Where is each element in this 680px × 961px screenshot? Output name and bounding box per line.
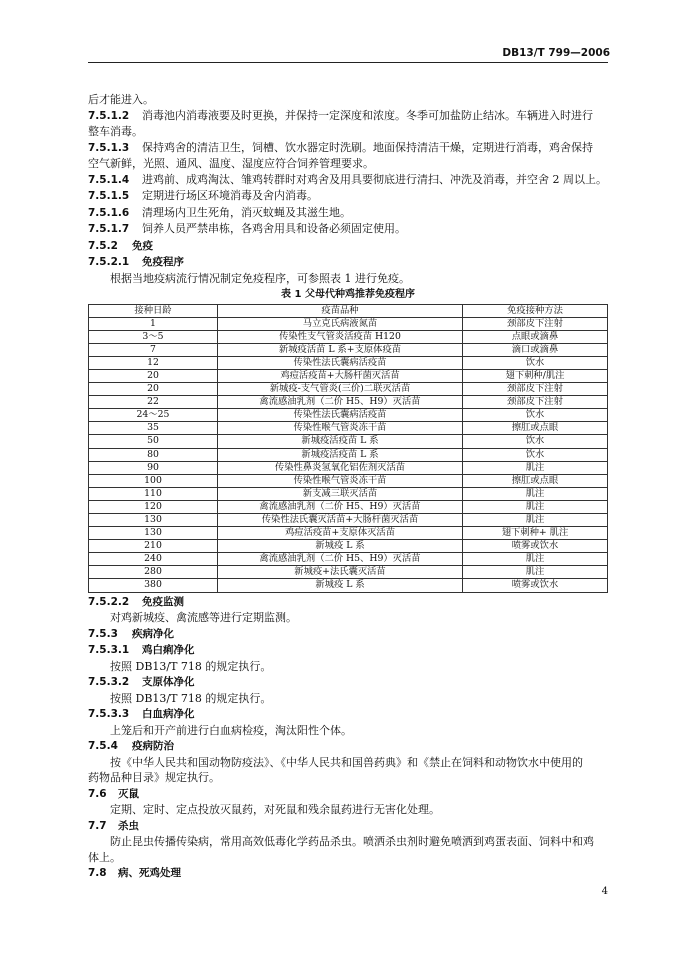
clause-title: 病、死鸡处理 [118, 867, 181, 880]
table-row [89, 356, 608, 369]
clause-7-8 [88, 865, 608, 882]
paragraph-cont: 体上。 [88, 850, 121, 864]
clause-7-5-1-3 [88, 140, 608, 157]
clause-number: 7.5.2 [88, 239, 118, 252]
cell-method: 饮水 [463, 356, 608, 369]
paragraph: 防止昆虫传播传染病，常用高效低毒化学药品杀虫。喷洒杀虫剂时避免喷洒到鸡蛋表面、饲料中和鸡 [110, 835, 594, 849]
table-row [89, 383, 608, 396]
table-row [89, 553, 608, 566]
col-header-vaccine: 疫苗品种 [218, 304, 463, 317]
cell-vaccine: 新城疫活苗 L 系+支原体疫苗 [218, 343, 463, 356]
cell-vaccine: 传染性法氏囊病活疫苗 [218, 356, 463, 369]
clause-7-6 [88, 786, 608, 803]
header-rule [88, 62, 608, 63]
clause-number: 7.6 [88, 787, 107, 800]
clause-7-5-3-2 [88, 674, 608, 691]
clause-title: 杀虫 [118, 819, 139, 832]
table-row [89, 369, 608, 382]
cell-age: 7 [89, 343, 218, 356]
clause-text: 保持鸡舍的清洁卫生，饲槽、饮水器定时洗刷。地面保持清洁干燥，定期进行消毒，鸡舍保持 [142, 140, 593, 154]
table-row [89, 448, 608, 461]
cell-vaccine: 传染性法氏囊病活疫苗 [218, 409, 463, 422]
cell-vaccine: 禽流感油乳剂（二价 H5、H9）灭活苗 [218, 553, 463, 566]
clause-text: 定期进行场区环境消毒及舍内消毒。 [142, 189, 318, 202]
clause-7-5-2-2 [88, 594, 608, 611]
table-header-row [89, 304, 608, 317]
cell-age: 240 [89, 553, 218, 566]
col-header-age: 接种日龄 [89, 304, 218, 317]
cell-vaccine: 传染性喉气管炎冻干苗 [218, 474, 463, 487]
table-body [89, 317, 608, 592]
clause-7-5-1-5 [88, 188, 608, 205]
table-row [89, 317, 608, 330]
cell-vaccine: 新城疫 L 系 [218, 540, 463, 553]
cell-method: 滴口或滴鼻 [463, 343, 608, 356]
clause-7-5-3-3 [88, 706, 608, 723]
clause-number: 7.5.1.7 [88, 223, 130, 235]
table-row [89, 514, 608, 527]
cell-age: 1 [89, 317, 218, 330]
cell-vaccine: 传染性法氏囊灭活苗+大肠杆菌灭活苗 [218, 514, 463, 527]
cell-method: 喷雾或饮水 [463, 579, 608, 592]
cell-method: 点眼或滴鼻 [463, 330, 608, 343]
clause-title: 免疫程序 [142, 256, 184, 268]
cell-age: 120 [89, 500, 218, 513]
page-content [88, 92, 608, 882]
table-row [89, 487, 608, 500]
clause-7-5-3-1 [88, 642, 608, 659]
clause-number: 7.5.1.6 [88, 206, 130, 219]
cell-vaccine: 新支减三联灭活苗 [218, 487, 463, 500]
table-row [89, 527, 608, 540]
cell-vaccine: 鸡痘活疫苗+大肠杆菌灭活苗 [218, 369, 463, 382]
cell-vaccine: 传染性喉气管炎冻干苗 [218, 422, 463, 435]
clause-text: 消毒池内消毒液要及时更换，并保持一定深度和浓度。冬季可加盐防止结冰。车辆进入时进行 [142, 108, 593, 122]
clause-7-5-4 [88, 738, 608, 755]
cell-method: 饮水 [463, 448, 608, 461]
clause-text: 进鸡前、成鸡淘汰、雏鸡转群时对鸡舍及用具要彻底进行清扫、冲洗及消毒，并空舍 2 周以上。 [142, 172, 607, 186]
cell-method: 肌注 [463, 553, 608, 566]
cell-age: 100 [89, 474, 218, 487]
cell-method: 肌注 [463, 461, 608, 474]
cell-vaccine: 新城疫 L 系 [218, 579, 463, 592]
cell-method: 喷雾或饮水 [463, 540, 608, 553]
clause-number: 7.5.3.1 [88, 644, 130, 657]
clause-7-5-1-7 [88, 221, 608, 238]
continuation-line: 后才能进入。 [88, 93, 154, 106]
paragraph: 按照 DB13/T 718 的规定执行。 [110, 691, 272, 705]
cell-age: 80 [89, 448, 218, 461]
clause-7-5-1-2 [88, 108, 608, 125]
table-row [89, 500, 608, 513]
cell-age: 24～25 [89, 409, 218, 422]
paragraph: 根据当地疫病流行情况制定免疫程序，可参照表 1 进行免疫。 [110, 271, 410, 285]
cell-age: 22 [89, 396, 218, 409]
clause-number: 7.5.2.1 [88, 256, 130, 268]
cell-age: 130 [89, 527, 218, 540]
cell-age: 3～5 [89, 330, 218, 343]
cell-vaccine: 禽流感油乳剂（二价 H5、H9）灭活苗 [218, 500, 463, 513]
table-title: 表 1 父母代种鸡推荐免疫程序 [281, 289, 415, 300]
cell-age: 130 [89, 514, 218, 527]
clause-title: 支原体净化 [142, 676, 195, 689]
clause-text-cont: 空气新鲜，光照、通风、温度、湿度应符合饲养管理要求。 [88, 157, 374, 170]
clause-7-5-3 [88, 626, 608, 643]
clause-number: 7.5.1.4 [88, 173, 130, 186]
cell-age: 20 [89, 369, 218, 382]
paragraph: 上笼后和开产前进行白血病检疫，淘汰阳性个体。 [110, 723, 352, 737]
table-row [89, 461, 608, 474]
clause-title: 免疫监测 [142, 595, 184, 608]
cell-method: 肌注 [463, 514, 608, 527]
clause-title: 疫病防治 [132, 740, 174, 753]
paragraph: 定期、定时、定点投放灭鼠药，对死鼠和残余鼠药进行无害化处理。 [110, 803, 440, 817]
clause-title: 灭鼠 [118, 787, 139, 800]
clause-number: 7.5.4 [88, 740, 118, 753]
clause-number: 7.8 [88, 867, 107, 880]
cell-vaccine: 新城疫+法氏囊灭活苗 [218, 566, 463, 579]
clause-7-5-1-6 [88, 205, 608, 222]
clause-title: 鸡白痢净化 [142, 644, 195, 657]
cell-method: 肌注 [463, 487, 608, 500]
cell-method: 饮水 [463, 409, 608, 422]
cell-age: 20 [89, 383, 218, 396]
cell-method: 颈部皮下注射 [463, 317, 608, 330]
cell-method: 颈部皮下注射 [463, 383, 608, 396]
cell-method: 翅下刺种/肌注 [463, 369, 608, 382]
table-row [89, 540, 608, 553]
cell-method: 擦肛或点眼 [463, 422, 608, 435]
clause-text: 饲养人员严禁串栋，各鸡舍用具和设备必须固定使用。 [142, 222, 406, 235]
clause-7-5-2-1 [88, 254, 608, 271]
cell-vaccine: 鸡痘活疫苗+支原体灭活苗 [218, 527, 463, 540]
table-row [89, 435, 608, 448]
clause-7-7 [88, 818, 608, 835]
paragraph: 对鸡新城疫、禽流感等进行定期监测。 [110, 611, 297, 625]
cell-method: 翅下刺种+ 肌注 [463, 527, 608, 540]
cell-vaccine: 新城疫活疫苗 L 系 [218, 448, 463, 461]
cell-method: 颈部皮下注射 [463, 396, 608, 409]
page-number: 4 [601, 886, 608, 897]
table-row [89, 566, 608, 579]
clause-number: 7.5.3.3 [88, 708, 130, 721]
clause-7-5-1-4 [88, 172, 608, 189]
cell-vaccine: 新城疫活疫苗 L 系 [218, 435, 463, 448]
clause-number: 7.5.3.2 [88, 676, 130, 689]
paragraph: 按照 DB13/T 718 的规定执行。 [110, 659, 272, 673]
clause-title: 疾病净化 [132, 627, 174, 640]
table-row [89, 409, 608, 422]
cell-age: 110 [89, 487, 218, 500]
cell-method: 肌注 [463, 500, 608, 513]
clause-title: 免疫 [132, 239, 153, 252]
clause-number: 7.7 [88, 819, 107, 832]
cell-age: 380 [89, 579, 218, 592]
cell-vaccine: 传染性支气管炎活疫苗 H120 [218, 330, 463, 343]
clause-text: 清理场内卫生死角，消灭蚊蝇及其滋生地。 [142, 205, 351, 219]
paragraph-cont: 药物品种目录》规定执行。 [88, 771, 220, 785]
clause-title: 白血病净化 [142, 708, 195, 721]
cell-vaccine: 马立克氏病液氮苗 [218, 317, 463, 330]
cell-age: 280 [89, 566, 218, 579]
clause-number: 7.5.2.2 [88, 595, 130, 608]
cell-method: 擦肛或点眼 [463, 474, 608, 487]
clause-7-5-2 [88, 238, 608, 255]
clause-number: 7.5.3 [88, 627, 118, 640]
immunization-table [88, 304, 608, 593]
clause-number: 7.5.1.3 [88, 141, 130, 154]
table-row [89, 474, 608, 487]
cell-method: 饮水 [463, 435, 608, 448]
cell-vaccine: 禽流感油乳剂（二价 H5、H9）灭活苗 [218, 396, 463, 409]
clause-text-cont: 整车消毒。 [88, 125, 143, 138]
table-row [89, 343, 608, 356]
clause-number: 7.5.1.5 [88, 190, 130, 202]
paragraph: 按《中华人民共和国动物防疫法》、《中华人民共和国兽药典》和《禁止在饲料和动物饮水中使用的 [110, 755, 583, 769]
cell-age: 210 [89, 540, 218, 553]
cell-method: 肌注 [463, 566, 608, 579]
table-row [89, 422, 608, 435]
clause-number: 7.5.1.2 [88, 109, 130, 122]
table-row [89, 396, 608, 409]
cell-vaccine: 传染性鼻炎氢氧化铝佐剂灭活苗 [218, 461, 463, 474]
cell-vaccine: 新城疫-支气管炎(三价)二联灭活苗 [218, 383, 463, 396]
cell-age: 50 [89, 435, 218, 448]
standard-code: DB13/T 799—2006 [502, 47, 610, 59]
cell-age: 35 [89, 422, 218, 435]
table-row [89, 330, 608, 343]
table-row [89, 579, 608, 592]
cell-age: 12 [89, 356, 218, 369]
cell-age: 90 [89, 461, 218, 474]
col-header-method: 免疫接种方法 [463, 304, 608, 317]
